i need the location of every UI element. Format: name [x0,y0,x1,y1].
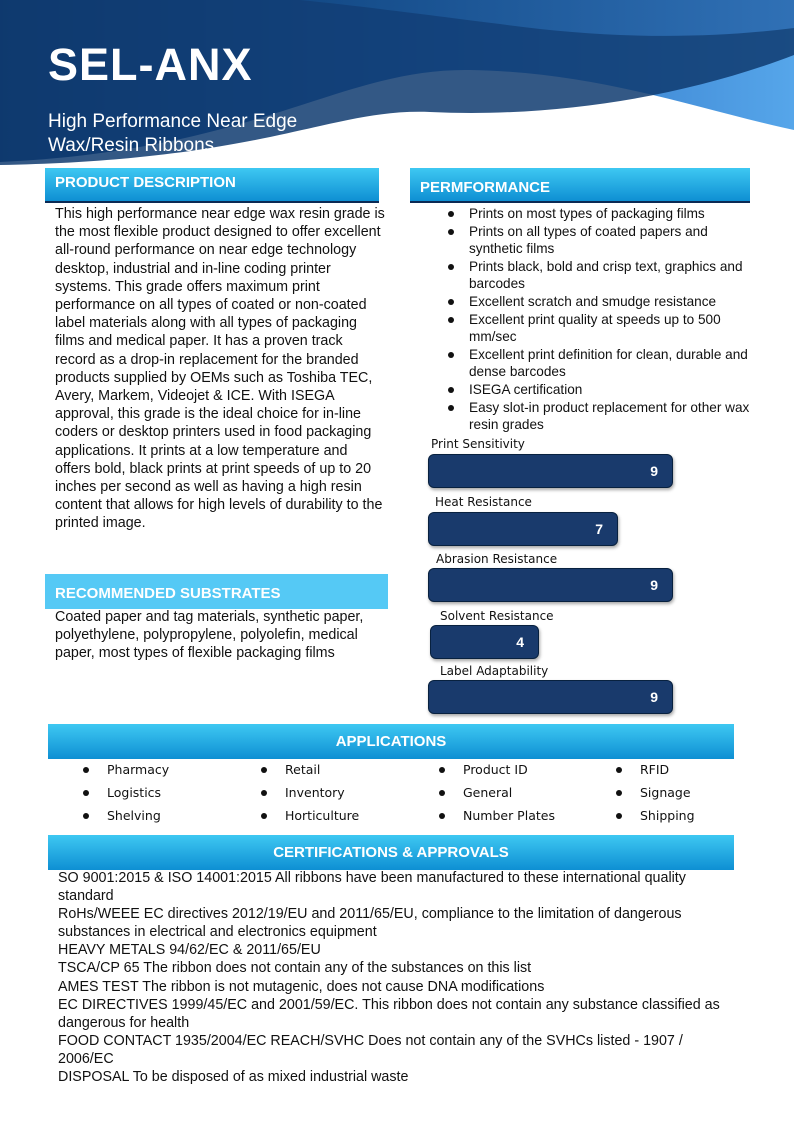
product-description-heading: PRODUCT DESCRIPTION [45,168,379,203]
bullet-icon [261,813,267,819]
performance-heading: PERMFORMANCE [410,168,750,203]
certification-line: FOOD CONTACT 1935/2004/EC REACH/SVHC Does not contain any of the SVHCs listed - 1907 / 2006/EC [58,1032,683,1067]
product-subtitle [48,110,297,158]
certification-line: SO 9001:2015 & ISO 14001:2015 All ribbons have been manufactured to these international quality standard [58,870,686,905]
rating-label-solvent-resistance: Solvent Resistance [440,609,554,623]
rating-value: 9 [650,689,658,705]
bullet-icon [439,790,445,796]
rating-label-heat-resistance: Heat Resistance [435,495,532,509]
rating-label-abrasion-resistance: Abrasion Resistance [436,552,558,566]
bullet-icon [83,813,89,819]
rating-bar-label-adaptability [428,680,673,714]
performance-item: Prints on all types of coated papers and synthetic films [440,223,765,258]
certification-line: HEAVY METALS 94/62/EC & 2011/65/EU [58,942,321,959]
recommended-substrates-text: Coated paper and tag materials, synthetic paper, polyethylene, polypropylene, polyolefin, medical paper, most types of flexible packaging films [55,609,364,662]
certifications-heading: CERTIFICATIONS & APPROVALS [48,835,734,870]
bullet-icon [439,767,445,773]
bullet-icon [616,813,622,819]
rating-value: 7 [595,521,603,537]
rating-label-print-sensitivity: Print Sensitivity [431,437,525,451]
certification-line: AMES TEST The ribbon is not mutagenic, does not cause DNA modifications [58,978,545,995]
rating-label-label-adaptability: Label Adaptability [440,664,549,678]
header-banner [0,0,794,165]
rating-value: 9 [650,463,658,479]
subtitle-line-2: Wax/Resin Ribbons [48,135,215,156]
rating-bar-heat-resistance [428,512,618,546]
rating-bar-solvent-resistance [430,625,539,659]
certification-line: EC DIRECTIVES 1999/45/EC and 2001/59/EC. This ribbon does not contain any substance classified as dangerous for health [58,996,720,1031]
bullet-icon [616,790,622,796]
performance-item: Excellent print quality at speeds up to 500 mm/sec [440,311,765,346]
rating-value: 4 [516,634,524,650]
performance-item: Easy slot-in product replacement for other wax resin grades [440,399,765,434]
performance-item: Prints on most types of packaging films [440,205,765,222]
bullet-icon [83,767,89,773]
applications-heading: APPLICATIONS [48,724,734,759]
product-title: SEL-ANX [48,39,253,90]
certification-line: DISPOSAL To be disposed of as mixed industrial waste [58,1069,409,1086]
rating-value: 9 [650,577,658,593]
rating-bar-print-sensitivity [428,454,673,488]
performance-list [440,205,765,434]
bullet-icon [616,767,622,773]
applications-grid: Pharmacy Logistics Shelving Retail Inventory Horticulture Product ID General Number Plates RFID Signage Shipping [48,759,734,831]
performance-item: Prints black, bold and crisp text, graphics and barcodes [440,258,765,293]
recommended-substrates-heading: RECOMMENDED SUBSTRATES [45,574,388,609]
performance-item: Excellent scratch and smudge resistance [440,293,765,310]
bullet-icon [439,813,445,819]
certification-line: TSCA/CP 65 The ribbon does not contain any of the substances on this list [58,960,532,977]
bullet-icon [261,767,267,773]
bullet-icon [83,790,89,796]
subtitle-line-1: High Performance Near Edge [48,111,298,132]
rating-bar-abrasion-resistance [428,568,673,602]
bullet-icon [261,790,267,796]
certifications-text [58,869,728,1086]
performance-item: Excellent print definition for clean, durable and dense barcodes [440,346,765,381]
certification-line: RoHs/WEEE EC directives 2012/19/EU and 2011/65/EU, compliance to the limitation of dangerous substances in electrical and electronics equipment [58,906,682,941]
product-description-text: This high performance near edge wax resin grade is the most flexible product designed to offer excellent all-round performance on near edge technology desktop, industrial and in-line coding printer systems. This grade offers maximum print performance on all types of coated or non-coated label materials along with all types of packaging films and medical paper. It has a proven track record as a drop-in replacement for the branded products supplied by OEMs such as Toshiba TEC, Avery, Markem, Videojet & ICE. With ISEGA approval, this grade is the ideal choice for in-line coders or desktop printers used in food packaging applications. It prints at a low temperature and offers bold, black prints at print speeds of up to 20 inches per second as well as having a high resin content that allows for high levels of durability to the printed image. [55,206,385,532]
performance-item: ISEGA certification [440,381,765,398]
